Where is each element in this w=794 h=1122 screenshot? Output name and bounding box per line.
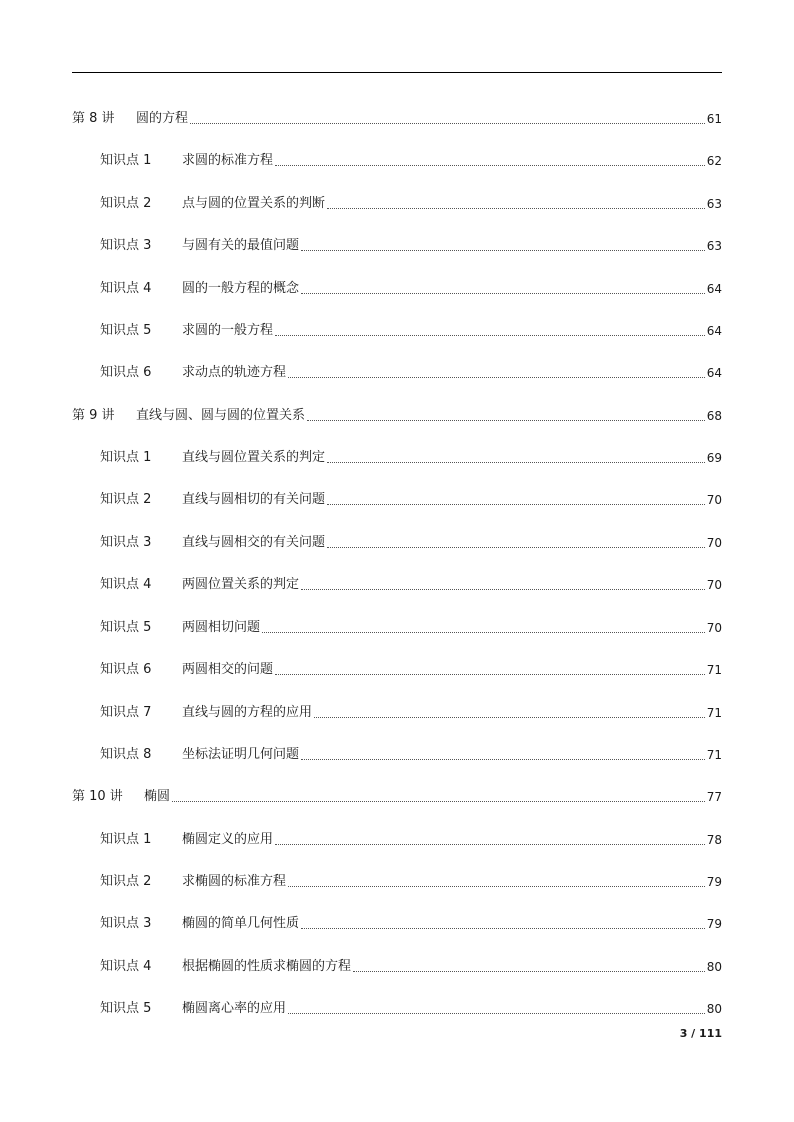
toc-entry-title: 椭圆定义的应用 <box>182 832 274 847</box>
toc-entry-number: 知识点 4 <box>100 577 152 592</box>
toc-entry-title: 求圆的标准方程 <box>182 153 274 168</box>
toc-entry-knowledge-point[interactable] <box>100 233 722 255</box>
toc-entry-number: 知识点 6 <box>100 365 152 380</box>
toc-entry-page: 70 <box>706 536 722 550</box>
toc-leader-dots <box>288 886 705 887</box>
toc-entry-knowledge-point[interactable] <box>100 445 722 467</box>
toc-leader-dots <box>275 335 705 336</box>
toc-leader-dots <box>301 589 705 590</box>
toc-entry-page: 70 <box>706 621 722 635</box>
toc-leader-dots <box>353 971 705 972</box>
toc-entry-page: 77 <box>706 790 722 804</box>
toc-entry-knowledge-point[interactable] <box>100 954 722 976</box>
toc-entry-number: 知识点 8 <box>100 747 152 762</box>
toc-entry-knowledge-point[interactable] <box>100 911 722 933</box>
toc-entry-number: 知识点 5 <box>100 1001 152 1016</box>
toc-entry-page: 68 <box>706 409 722 423</box>
toc-leader-dots <box>327 547 705 548</box>
toc-entry-title: 圆的一般方程的概念 <box>182 281 300 296</box>
toc-entry-number: 知识点 1 <box>100 153 152 168</box>
toc-entry-number: 知识点 5 <box>100 323 152 338</box>
toc-entry-page: 63 <box>706 197 722 211</box>
toc-entry-knowledge-point[interactable] <box>100 657 722 679</box>
toc-entry-number: 知识点 6 <box>100 662 152 677</box>
toc-entry-number: 知识点 4 <box>100 959 152 974</box>
toc-entry-number: 第 10 讲 <box>72 789 123 804</box>
toc-entry-title: 直线与圆、圆与圆的位置关系 <box>136 408 306 423</box>
toc-leader-dots <box>327 208 705 209</box>
toc-entry-page: 71 <box>706 706 722 720</box>
toc-entry-page: 69 <box>706 451 722 465</box>
toc-leader-dots <box>172 801 705 802</box>
toc-entry-title: 点与圆的位置关系的判断 <box>182 196 326 211</box>
page-indicator: 3 / 111 <box>679 1027 722 1040</box>
toc-entry-page: 62 <box>706 154 722 168</box>
toc-entry-lecture[interactable] <box>72 403 722 425</box>
toc-entry-number: 知识点 2 <box>100 492 152 507</box>
toc-entry-page: 78 <box>706 833 722 847</box>
toc-entry-title: 两圆相切问题 <box>182 620 261 635</box>
toc-entry-page: 70 <box>706 493 722 507</box>
toc-entry-number: 第 9 讲 <box>72 408 115 423</box>
toc-entry-page: 79 <box>706 875 722 889</box>
toc-entry-number: 知识点 2 <box>100 196 152 211</box>
toc-entry-title: 两圆相交的问题 <box>182 662 274 677</box>
toc-entry-title: 两圆位置关系的判定 <box>182 577 300 592</box>
toc-entry-number: 知识点 2 <box>100 874 152 889</box>
toc-entry-title: 直线与圆相切的有关问题 <box>182 492 326 507</box>
toc-leader-dots <box>327 462 705 463</box>
toc-entry-number: 第 8 讲 <box>72 111 115 126</box>
toc-entry-knowledge-point[interactable] <box>100 615 722 637</box>
toc-entry-page: 79 <box>706 917 722 931</box>
toc-entry-knowledge-point[interactable] <box>100 360 722 382</box>
toc-entry-page: 61 <box>706 112 722 126</box>
toc-entry-knowledge-point[interactable] <box>100 742 722 764</box>
toc-entry-knowledge-point[interactable] <box>100 869 722 891</box>
toc-entry-title: 椭圆的简单几何性质 <box>182 916 300 931</box>
toc-entry-knowledge-point[interactable] <box>100 996 722 1018</box>
toc-entry-knowledge-point[interactable] <box>100 827 722 849</box>
toc-entry-title: 求圆的一般方程 <box>182 323 274 338</box>
toc-entry-page: 63 <box>706 239 722 253</box>
toc-leader-dots <box>314 717 705 718</box>
toc-leader-dots <box>307 420 705 421</box>
toc-entry-title: 求动点的轨迹方程 <box>182 365 287 380</box>
toc-entry-number: 知识点 3 <box>100 535 152 550</box>
toc-entry-title: 求椭圆的标准方程 <box>182 874 287 889</box>
toc-entry-title: 椭圆离心率的应用 <box>182 1001 287 1016</box>
toc-entry-number: 知识点 7 <box>100 705 152 720</box>
toc-entry-page: 80 <box>706 960 722 974</box>
toc-entry-knowledge-point[interactable] <box>100 530 722 552</box>
toc-entry-knowledge-point[interactable] <box>100 191 722 213</box>
toc-leader-dots <box>301 293 705 294</box>
toc-leader-dots <box>275 674 705 675</box>
toc-leader-dots <box>275 844 705 845</box>
toc-entry-number: 知识点 4 <box>100 281 152 296</box>
toc-entry-lecture[interactable] <box>72 784 722 806</box>
toc-entry-knowledge-point[interactable] <box>100 700 722 722</box>
toc-entry-page: 71 <box>706 663 722 677</box>
toc-entry-number: 知识点 3 <box>100 238 152 253</box>
toc-entry-number: 知识点 5 <box>100 620 152 635</box>
toc-entry-knowledge-point[interactable] <box>100 148 722 170</box>
toc-entry-title: 根据椭圆的性质求椭圆的方程 <box>182 959 352 974</box>
toc-entry-page: 64 <box>706 282 722 296</box>
toc-entry-title: 直线与圆相交的有关问题 <box>182 535 326 550</box>
toc-entry-title: 与圆有关的最值问题 <box>182 238 300 253</box>
toc-leader-dots <box>301 928 705 929</box>
toc-leader-dots <box>190 123 705 124</box>
toc-leader-dots <box>288 377 705 378</box>
toc-entry-knowledge-point[interactable] <box>100 572 722 594</box>
toc-entry-page: 64 <box>706 366 722 380</box>
toc-leader-dots <box>288 1013 705 1014</box>
toc-entry-lecture[interactable] <box>72 106 722 128</box>
toc-leader-dots <box>301 759 705 760</box>
toc-leader-dots <box>262 632 705 633</box>
toc-entry-page: 70 <box>706 578 722 592</box>
toc-entry-knowledge-point[interactable] <box>100 487 722 509</box>
toc-leader-dots <box>301 250 705 251</box>
toc-leader-dots <box>275 165 705 166</box>
toc-leader-dots <box>327 504 705 505</box>
toc-entry-title: 圆的方程 <box>136 111 189 126</box>
toc-entry-number: 知识点 1 <box>100 450 152 465</box>
toc-entry-knowledge-point[interactable] <box>100 276 722 298</box>
toc-entry-number: 知识点 3 <box>100 916 152 931</box>
toc-entry-title: 直线与圆的方程的应用 <box>182 705 313 720</box>
toc-entry-number: 知识点 1 <box>100 832 152 847</box>
toc-entry-title: 直线与圆位置关系的判定 <box>182 450 326 465</box>
toc-entry-page: 64 <box>706 324 722 338</box>
toc-entry-page: 80 <box>706 1002 722 1016</box>
toc-entry-title: 椭圆 <box>144 789 171 804</box>
header-rule <box>72 72 722 73</box>
toc-entry-title: 坐标法证明几何问题 <box>182 747 300 762</box>
toc-entry-knowledge-point[interactable] <box>100 318 722 340</box>
toc-entry-page: 71 <box>706 748 722 762</box>
